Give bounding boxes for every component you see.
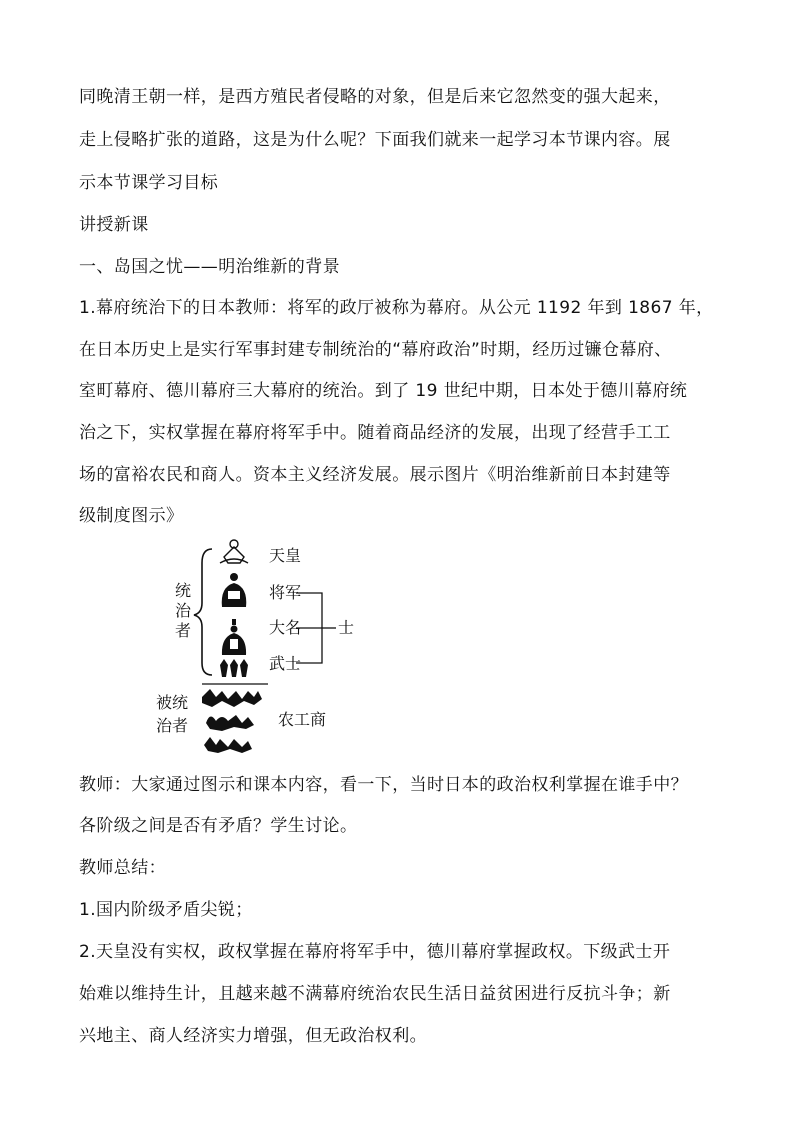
summary-point-2-line-2: 始难以维持生计，且越来越不满幕府统治农民生活日益贫困进行反抗斗争；新 (79, 984, 671, 1004)
daimyo-figure-icon (222, 619, 246, 655)
intro-line-3: 示本节课学习目标 (79, 173, 219, 193)
point1-line-5: 场的富裕农民和商人。资本主义经济发展。展示图片《明治维新前日本封建等 (79, 465, 671, 485)
rulers-label-char-1: 统 (174, 581, 191, 600)
rank-samurai: 武士 (269, 654, 302, 673)
summary-point-2-line-3: 兴地主、商人经济实力增强，但无政治权利。 (79, 1026, 427, 1046)
section1-heading: 一、岛国之忧——明治维新的背景 (79, 257, 340, 277)
shogun-figure-icon (222, 573, 247, 607)
rulers-label-char-3: 者 (174, 621, 191, 640)
rulers-brace (194, 549, 212, 675)
point1-line-4: 治之下，实权掌握在幕府将军手中。随着商品经济的发展，出现了经营手工工 (79, 423, 671, 443)
intro-line-2: 走上侵略扩张的道路，这是为什么呢？下面我们就来一起学习本节课内容。展 (79, 130, 671, 150)
teacher-question-line-2: 各阶级之间是否有矛盾？学生讨论。 (79, 816, 358, 836)
commoners-figures-icon (202, 689, 262, 753)
rank-shogun: 将军 (269, 583, 302, 602)
samurai-class-label: 士 (338, 618, 355, 637)
emperor-figure-icon (220, 540, 248, 563)
rank-emperor: 天皇 (269, 546, 302, 565)
summary-point-1: 1.国内阶级矛盾尖锐； (79, 900, 253, 920)
intro-line-1: 同晚清王朝一样，是西方殖民者侵略的对象，但是后来它忽然变的强大起来， (79, 87, 671, 107)
point1-line-2: 在日本历史上是实行军事封建专制统治的“幕府政治”时期，经历过镰仓幕府、 (79, 340, 672, 360)
ruled-label-line-2: 治者 (156, 716, 189, 735)
point1-line-3: 室町幕府、德川幕府三大幕府的统治。到了 19 世纪中期，日本处于德川幕府统 (79, 381, 688, 401)
rulers-label-char-2: 治 (174, 601, 191, 620)
teacher-summary-heading: 教师总结： (79, 858, 166, 878)
new-lesson-heading: 讲授新课 (79, 215, 149, 235)
ruled-label-line-1: 被统 (156, 693, 189, 712)
teacher-question-line-1: 教师：大家通过图示和课本内容，看一下，当时日本的政治权利掌握在谁手中？ (79, 775, 688, 795)
point1-line-6: 级制度图示》 (79, 506, 184, 526)
rulers-label (174, 581, 192, 641)
rank-daimyo: 大名 (269, 618, 302, 637)
rank-commoners: 农工商 (278, 710, 327, 729)
samurai-figures-icon (220, 659, 248, 677)
summary-point-2-line-1: 2.天皇没有实权，政权掌握在幕府将军手中，德川幕府掌握政权。下级武士开 (79, 942, 671, 962)
feudal-hierarchy-figure (150, 533, 360, 763)
point1-line-1: 1.幕府统治下的日本教师：将军的政厅被称为幕府。从公元 1192 年到 1867 年， (79, 298, 714, 318)
